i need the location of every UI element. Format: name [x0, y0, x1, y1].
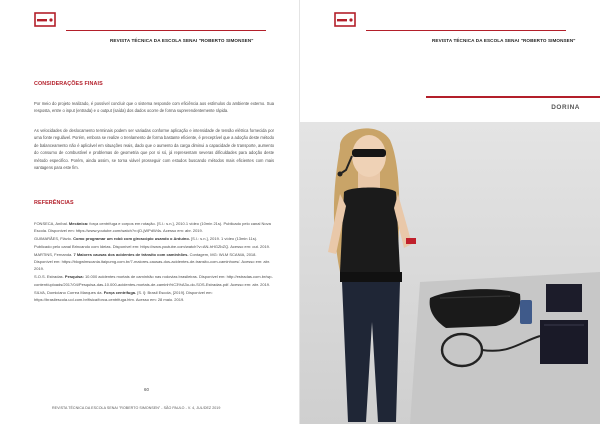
references-title: REFERÊNCIAS: [34, 200, 74, 206]
reference-item: GUIMARÃES, Flávio. Como programar um robô com giroscópio usando o Arduino. [S.l.: s.n.], 2019. 1 vídeo (13min 11s). Publicado pelo canal Brincando com Ideias. Disponível em: https://www.youtube.com/watch?v=AN-hHGZbZQ. Acesso em: out. 2019.: [34, 236, 271, 249]
header-rule: [366, 30, 566, 31]
page-header-title: REVISTA TÉCNICA DA ESCOLA SENAI "ROBERTO SIMONSEN": [432, 38, 576, 43]
reference-item: MARTINS, Fernanda. 7 Maiores causas dos acidentes de trânsito com caminhões. Contagem, MG: WLM SCANIA, 2018. Disponível em: https://blogwlmscania.itaipumg.com.br/7-maiores-causas-dos-acidentes-de-transito-com-caminhoes/. Acesso em: abr. 2019.: [34, 251, 271, 272]
page-header-title: REVISTA TÉCNICA DA ESCOLA SENAI "ROBERTO SIMONSEN": [110, 38, 254, 43]
references-list: [34, 220, 274, 304]
reference-item: S.O.S. Estradas. Pesquisa: 10.000 acidentes mortais de caminhão nas rodovias brasileiras. Disponível em: http://estradas.com.br/wp-content/uploads/2017/04/Pesquisa-das-10.000-acidentes-mortais-de-caminh%C3%A3o-do-SOS-Estradas.pdf. Acesso em: abr. 2019.: [34, 274, 273, 287]
conclusions-title: CONSIDERAÇÕES FINAIS: [34, 81, 103, 87]
reference-item: FONSECA, Aníbal. Mecânica: força centrífuga e corpos em rotação. [S.l.: s.n.], 2010.1 vídeo (10min 21s). Publicado pelo canal Nova Escola. Disponível em: https://www.youtube.com/watch?v=jD-jWPdW4s. Acesso em: abr. 2019.: [34, 221, 271, 234]
section-accent-bar: [426, 96, 600, 98]
page-footer: REVISTA TÉCNICA DA ESCOLA SENAI "ROBERTO SIMONSEN" - SÃO PAULO - V. 4, JUL/DEZ 2019: [52, 406, 221, 410]
page-number: 60: [144, 387, 149, 392]
project-photo: [300, 122, 600, 424]
reference-item: SILVA, Domiciano Correa Marques da. Força centrífuga. [S. l]: Brasil Escola, [2019]. Disponível em: https://brasilescola.uol.com.br/fisica/forca-centrifuga.htm. Acesso em: 28 maio. 2019.: [34, 289, 213, 303]
senai-logo-icon: [334, 12, 358, 28]
section-label: DORINA: [551, 104, 580, 111]
conclusions-paragraph-2: As velocidades de deslocamento terminais podem ser variadas conforme aplicação e intensidade de tensão elétrica fornecida por uma fonte regulável. Porém, embora se realize o trenlamento de forma bastante eficiente, é preceptível que a adoção deste método de balanceamento não é aplicável em situações reais, dado que o aumento da carga diminui a capacidade de transporte, aumento do consumo de combustível e problemas de geometria que por si só, já representam severas dificuldades para adoção deste método especifico. Porém, ainda assim, se torna viável prosseguir com estudos buscando métodos mais eficientes com mais vantagens para este fim.: [34, 128, 274, 171]
conclusions-paragraph-1: Por meio do projeto realizado, é possível concluir que o sistema responde com eficiência aos estímulos do ambiente externo. Sua resposta, entre o input (entrada) e o output (saída) dos dados ocorre de forma suprerendentemente rápida.: [34, 101, 274, 114]
header-rule: [66, 30, 266, 31]
senai-logo-icon: [34, 12, 58, 28]
right-page: [300, 0, 600, 424]
